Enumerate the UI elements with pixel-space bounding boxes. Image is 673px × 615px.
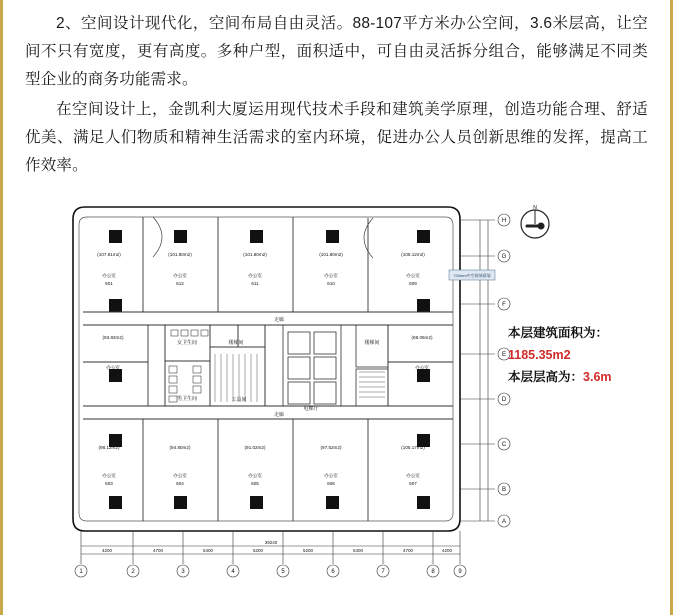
floor-area-line: [508, 322, 668, 366]
svg-text:走廊: 走廊: [273, 317, 285, 323]
svg-text:4: 4: [231, 569, 235, 575]
svg-text:办公室: 办公室: [102, 273, 116, 278]
svg-text:9: 9: [458, 569, 462, 575]
svg-text:H: H: [501, 218, 507, 224]
floorplan-figure: [3, 192, 670, 592]
svg-text:(101.80m2): (101.80m2): [319, 252, 343, 257]
svg-text:G: G: [501, 254, 507, 260]
svg-text:7: 7: [381, 569, 385, 575]
svg-text:办公室: 办公室: [406, 273, 420, 278]
svg-text:办公室: 办公室: [324, 473, 338, 478]
svg-text:办公室: 办公室: [406, 473, 420, 478]
svg-text:604: 604: [176, 481, 184, 486]
svg-text:603: 603: [105, 481, 113, 486]
svg-text:D: D: [501, 397, 507, 403]
svg-text:C: C: [501, 442, 507, 448]
svg-text:(91.02m2): (91.02m2): [244, 445, 266, 450]
svg-text:5: 5: [281, 569, 285, 575]
svg-text:4700: 4700: [402, 548, 414, 553]
svg-text:611: 611: [251, 281, 259, 286]
svg-text:610: 610: [327, 281, 335, 286]
svg-text:(93.82m2): (93.82m2): [102, 335, 124, 340]
svg-text:1: 1: [79, 569, 83, 575]
svg-text:5400: 5400: [202, 548, 214, 553]
svg-text:办公室: 办公室: [102, 473, 116, 478]
svg-text:612: 612: [176, 281, 184, 286]
svg-text:720mm中空玻璃幕墙: 720mm中空玻璃幕墙: [453, 273, 491, 278]
svg-text:(105.17m2): (105.17m2): [401, 445, 425, 450]
article-text: [3, 0, 670, 180]
svg-text:4700: 4700: [152, 548, 164, 553]
svg-text:工具间: 工具间: [231, 397, 247, 403]
svg-text:(107.81m2): (107.81m2): [97, 252, 121, 257]
compass-icon: [515, 204, 555, 244]
floor-area-value: 1185.35m2: [508, 348, 571, 362]
svg-text:608: 608: [418, 373, 426, 378]
svg-text:(98.12m2): (98.12m2): [98, 445, 120, 450]
floorplan-drawing: [43, 194, 513, 584]
svg-text:607: 607: [409, 481, 417, 486]
svg-text:办公室: 办公室: [173, 473, 187, 478]
svg-text:5200: 5200: [302, 548, 314, 553]
svg-text:(101.80m2): (101.80m2): [243, 252, 267, 257]
svg-text:3: 3: [181, 569, 185, 575]
svg-text:601: 601: [105, 281, 113, 286]
svg-text:楼梯间: 楼梯间: [228, 340, 244, 346]
svg-text:602: 602: [109, 373, 117, 378]
svg-text:A: A: [501, 519, 507, 525]
svg-text:605: 605: [251, 481, 259, 486]
svg-text:男卫生间: 男卫生间: [176, 396, 198, 402]
svg-text:E: E: [501, 352, 507, 358]
svg-text:N: N: [533, 205, 537, 211]
svg-text:4200: 4200: [101, 548, 113, 553]
svg-text:女卫生间: 女卫生间: [176, 340, 198, 346]
svg-text:6: 6: [331, 569, 335, 575]
svg-text:(94.80m2): (94.80m2): [169, 445, 191, 450]
floor-area-label: 本层建筑面积为：: [508, 326, 609, 340]
svg-text:楼梯间: 楼梯间: [364, 340, 380, 346]
svg-text:办公室: 办公室: [324, 273, 338, 278]
paragraph-1: 2、空间设计现代化，空间布局自由灵活。88-107平方米办公空间，3.6米层高，让空间不只有宽度，更有高度。多种户型，面积适中，可自由灵活拆分组合，能够满足不同类型企业的商务功能需求。: [25, 15, 648, 88]
svg-text:39240: 39240: [264, 540, 278, 545]
svg-text:(101.80m2): (101.80m2): [168, 252, 192, 257]
svg-text:办公室: 办公室: [173, 273, 187, 278]
svg-text:4200: 4200: [441, 548, 453, 553]
svg-text:2: 2: [131, 569, 135, 575]
svg-text:8: 8: [431, 569, 435, 575]
svg-text:办公室: 办公室: [248, 273, 262, 278]
svg-text:(97.52m2): (97.52m2): [320, 445, 342, 450]
svg-text:电梯厅: 电梯厅: [303, 406, 319, 412]
svg-text:办公室: 办公室: [415, 365, 429, 370]
floor-height-label: 本层层高为：: [508, 370, 584, 384]
svg-text:606: 606: [327, 481, 335, 486]
svg-text:办公室: 办公室: [248, 473, 262, 478]
svg-text:(105.12m2): (105.12m2): [401, 252, 425, 257]
floor-info-box: [508, 322, 668, 388]
floor-height-value: 3.6m: [583, 370, 612, 384]
svg-text:(88.06m2): (88.06m2): [411, 335, 433, 340]
floor-height-line: [508, 366, 668, 388]
svg-text:609: 609: [409, 281, 417, 286]
svg-text:F: F: [502, 302, 506, 308]
svg-text:B: B: [501, 487, 507, 493]
paragraph-2: 在空间设计上，金凯利大厦运用现代技术手段和建筑美学原理，创造功能合理、舒适优美、满足人们物质和精神生活需求的室内环境，促进办公人员创新思维的发挥，提高工作效率。: [25, 101, 648, 174]
svg-text:5400: 5400: [352, 548, 364, 553]
svg-text:5200: 5200: [252, 548, 264, 553]
svg-text:办公室: 办公室: [106, 365, 120, 370]
svg-text:走廊: 走廊: [273, 412, 285, 418]
